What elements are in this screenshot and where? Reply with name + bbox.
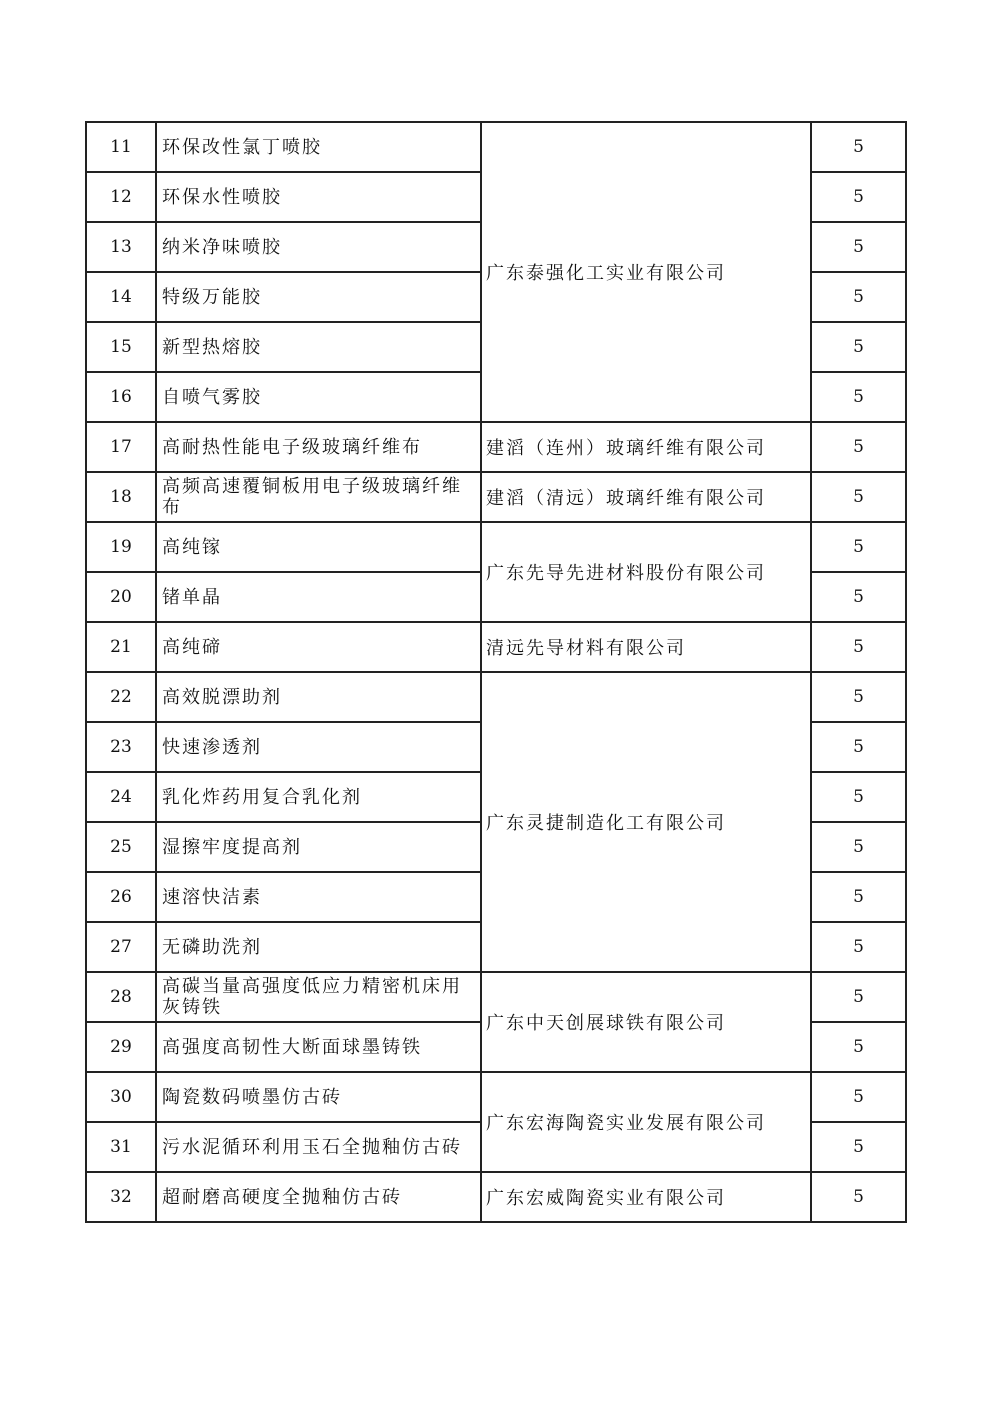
- row-number: 24: [86, 772, 156, 822]
- product-name: 高强度高韧性大断面球墨铸铁: [156, 1022, 481, 1072]
- row-number: 26: [86, 872, 156, 922]
- product-name: 陶瓷数码喷墨仿古砖: [156, 1072, 481, 1122]
- score-value: 5: [811, 1072, 906, 1122]
- score-value: 5: [811, 122, 906, 172]
- company-name: 广东中天创展球铁有限公司: [481, 972, 811, 1072]
- table-row: [86, 672, 906, 722]
- score-value: 5: [811, 722, 906, 772]
- score-value: 5: [811, 822, 906, 872]
- product-name: 高耐热性能电子级玻璃纤维布: [156, 422, 481, 472]
- table-row: [86, 622, 906, 672]
- row-number: 27: [86, 922, 156, 972]
- table-row: [86, 122, 906, 172]
- product-name: 锗单晶: [156, 572, 481, 622]
- row-number: 29: [86, 1022, 156, 1072]
- row-number: 25: [86, 822, 156, 872]
- product-name: 超耐磨高硬度全抛釉仿古砖: [156, 1172, 481, 1222]
- score-value: 5: [811, 622, 906, 672]
- product-name: 环保水性喷胶: [156, 172, 481, 222]
- score-value: 5: [811, 572, 906, 622]
- table-row: [86, 422, 906, 472]
- score-value: 5: [811, 972, 906, 1022]
- score-value: 5: [811, 422, 906, 472]
- product-name: 湿擦牢度提高剂: [156, 822, 481, 872]
- company-name: 建滔（清远）玻璃纤维有限公司: [481, 472, 811, 522]
- row-number: 22: [86, 672, 156, 722]
- product-name: 快速渗透剂: [156, 722, 481, 772]
- score-value: 5: [811, 272, 906, 322]
- row-number: 21: [86, 622, 156, 672]
- score-value: 5: [811, 322, 906, 372]
- score-value: 5: [811, 172, 906, 222]
- row-number: 15: [86, 322, 156, 372]
- score-value: 5: [811, 372, 906, 422]
- product-name: 特级万能胶: [156, 272, 481, 322]
- product-name: 无磷助洗剂: [156, 922, 481, 972]
- table-row: [86, 1072, 906, 1122]
- row-number: 20: [86, 572, 156, 622]
- product-name: 乳化炸药用复合乳化剂: [156, 772, 481, 822]
- product-table: [85, 121, 907, 1223]
- table-row: [86, 522, 906, 572]
- score-value: 5: [811, 772, 906, 822]
- company-name: 广东先导先进材料股份有限公司: [481, 522, 811, 622]
- score-value: 5: [811, 872, 906, 922]
- score-value: 5: [811, 1122, 906, 1172]
- product-name: 纳米净味喷胶: [156, 222, 481, 272]
- company-name: 广东灵捷制造化工有限公司: [481, 672, 811, 972]
- company-name: 广东宏威陶瓷实业有限公司: [481, 1172, 811, 1222]
- row-number: 23: [86, 722, 156, 772]
- product-name: 新型热熔胶: [156, 322, 481, 372]
- table-row: [86, 972, 906, 1022]
- row-number: 19: [86, 522, 156, 572]
- score-value: 5: [811, 1172, 906, 1222]
- product-name: 自喷气雾胶: [156, 372, 481, 422]
- product-name: 高效脱漂助剂: [156, 672, 481, 722]
- score-value: 5: [811, 472, 906, 522]
- company-name: 建滔（连州）玻璃纤维有限公司: [481, 422, 811, 472]
- score-value: 5: [811, 922, 906, 972]
- row-number: 18: [86, 472, 156, 522]
- row-number: 31: [86, 1122, 156, 1172]
- score-value: 5: [811, 672, 906, 722]
- product-name: 高频高速覆铜板用电子级玻璃纤维布: [156, 472, 481, 522]
- score-value: 5: [811, 222, 906, 272]
- row-number: 14: [86, 272, 156, 322]
- table-row: [86, 1172, 906, 1222]
- row-number: 30: [86, 1072, 156, 1122]
- product-name: 污水泥循环利用玉石全抛釉仿古砖: [156, 1122, 481, 1172]
- company-name: 广东宏海陶瓷实业发展有限公司: [481, 1072, 811, 1172]
- score-value: 5: [811, 522, 906, 572]
- row-number: 32: [86, 1172, 156, 1222]
- table-row: [86, 472, 906, 522]
- row-number: 17: [86, 422, 156, 472]
- company-name: 清远先导材料有限公司: [481, 622, 811, 672]
- product-name: 高纯镓: [156, 522, 481, 572]
- product-name: 环保改性氯丁喷胶: [156, 122, 481, 172]
- product-name: 速溶快洁素: [156, 872, 481, 922]
- row-number: 13: [86, 222, 156, 272]
- company-name: 广东泰强化工实业有限公司: [481, 122, 811, 422]
- row-number: 28: [86, 972, 156, 1022]
- product-name: 高纯碲: [156, 622, 481, 672]
- row-number: 12: [86, 172, 156, 222]
- row-number: 11: [86, 122, 156, 172]
- product-name: 高碳当量高强度低应力精密机床用灰铸铁: [156, 972, 481, 1022]
- score-value: 5: [811, 1022, 906, 1072]
- row-number: 16: [86, 372, 156, 422]
